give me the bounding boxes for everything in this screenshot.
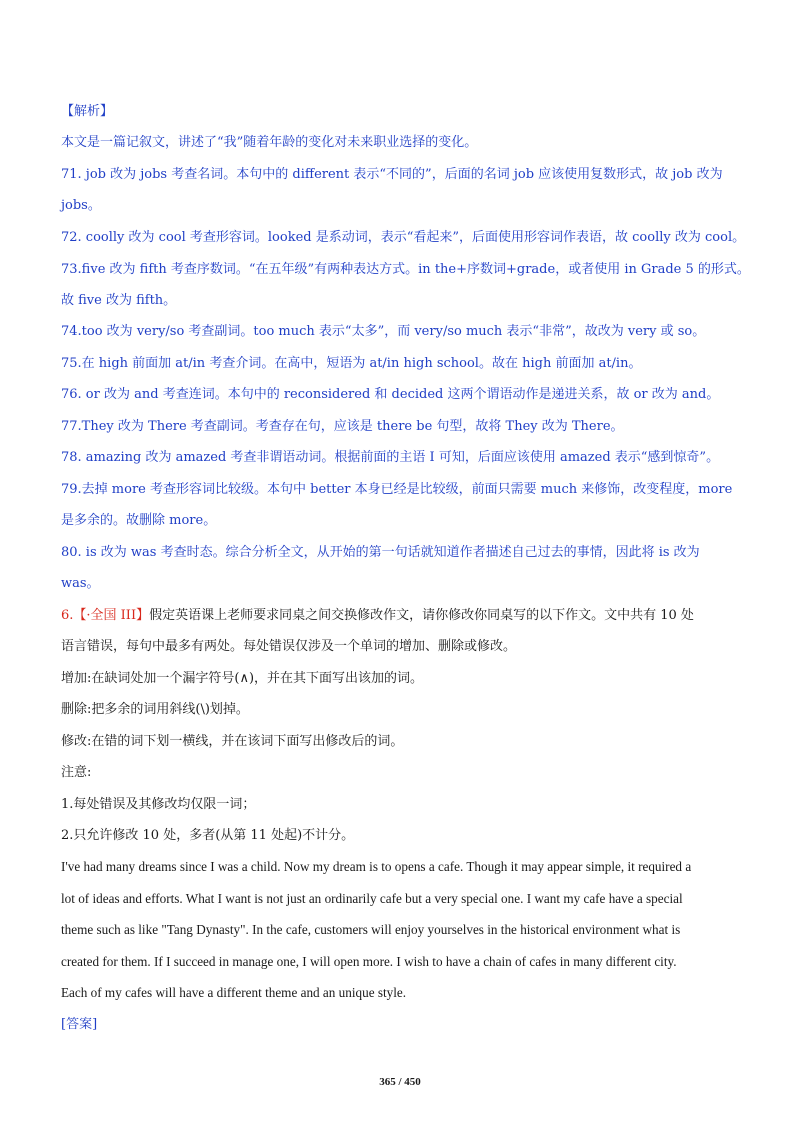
essay-line: Each of my cafes will have a different theme and an unique style. — [61, 985, 407, 1000]
analysis-item: jobs。 — [61, 198, 101, 213]
analysis-item: 80. is 改为 was 考查时态。综合分析全文，从开始的第一句话就知道作者描述自己过去的事情，因此将 is 改为 — [61, 545, 700, 560]
essay-line: theme such as like "Tang Dynasty". In the cafe, customers will enjoy yourselves in the historical environment what is — [61, 922, 681, 937]
analysis-item: 76. or 改为 and 考查连词。本句中的 reconsidered 和 decided 这两个谓语动作是递进关系，故 or 改为 and。 — [61, 387, 720, 402]
analysis-intro: 本文是一篇记叙文，讲述了“我”随着年龄的变化对未来职业选择的变化。 — [61, 135, 478, 150]
essay-line: lot of ideas and efforts. What I want is not just an ordinarily cafe but a very special one. I want my cafe have a special — [61, 891, 683, 906]
note-item: 2.只允许修改 10 处，多者(从第 11 处起)不计分。 — [61, 828, 355, 843]
analysis-item: 72. coolly 改为 cool 考查形容词。looked 是系动词，表示“看起来”，后面使用形容词作表语，故 coolly 改为 cool。 — [61, 230, 746, 245]
analysis-item: 故 five 改为 fifth。 — [61, 293, 177, 308]
analysis-item: 78. amazing 改为 amazed 考查非谓语动词。根据前面的主语 I 可知，后面应该使用 amazed 表示“感到惊奇”。 — [61, 450, 720, 465]
analysis-item: was。 — [61, 576, 100, 591]
note-title: 注意: — [61, 765, 92, 780]
analysis-item: 是多余的。故删除 more。 — [61, 513, 217, 528]
question-prompt — [61, 606, 760, 626]
question-prompt-text: 假定英语课上老师要求同桌之间交换修改作文，请你修改你同桌写的以下作文。文中共有 10 处 — [149, 608, 694, 623]
analysis-heading: 【解析】 — [61, 104, 114, 119]
analysis-item: 79.去掉 more 考查形容词比较级。本句中 better 本身已经是比较级，前面只需要 much 来修饰，改变程度，more — [61, 482, 733, 497]
analysis-item: 71. job 改为 jobs 考查名词。本句中的 different 表示“不同的”，后面的名词 job 应该使用复数形式，故 job 改为 — [61, 167, 723, 182]
page-number: 365 / 450 — [379, 1076, 421, 1088]
rule-add: 增加:在缺词处加一个漏字符号(∧)，并在其下面写出该加的词。 — [61, 671, 424, 686]
analysis-item: 74.too 改为 very/so 考查副词。too much 表示“太多”，而 very/so much 表示“非常”，故改为 very 或 so。 — [61, 324, 706, 339]
analysis-item: 75.在 high 前面加 at/in 考查介词。在高中，短语为 at/in high school。故在 high 前面加 at/in。 — [61, 356, 642, 371]
essay-line: I've had many dreams since I was a child. Now my dream is to opens a cafe. Though it may appear simple, it required a — [61, 859, 692, 874]
rule-modify: 修改:在错的词下划一横线，并在该词下面写出修改后的词。 — [61, 734, 404, 749]
analysis-item: 73.five 改为 fifth 考查序数词。“在五年级”有两种表达方式。in the+序数词+grade，或者使用 in Grade 5 的形式。 — [61, 262, 750, 277]
question-prompt-continued: 语言错误，每句中最多有两处。每处错误仅涉及一个单词的增加、删除或修改。 — [61, 639, 517, 654]
question-number-tag: 6.【·全国 III】 — [61, 608, 150, 623]
analysis-item: 77.They 改为 There 考查副词。考查存在句，应该是 there be 句型，故将 They 改为 There。 — [61, 419, 624, 434]
answer-label: [答案] — [61, 1017, 98, 1032]
essay-line: created for them. If I succeed in manage one, I will open more. I wish to have a chain of cafes in many different city. — [61, 954, 677, 969]
rule-delete: 删除:把多余的词用斜线(\)划掉。 — [61, 702, 249, 717]
note-item: 1.每处错误及其修改均仅限一词； — [61, 797, 256, 812]
